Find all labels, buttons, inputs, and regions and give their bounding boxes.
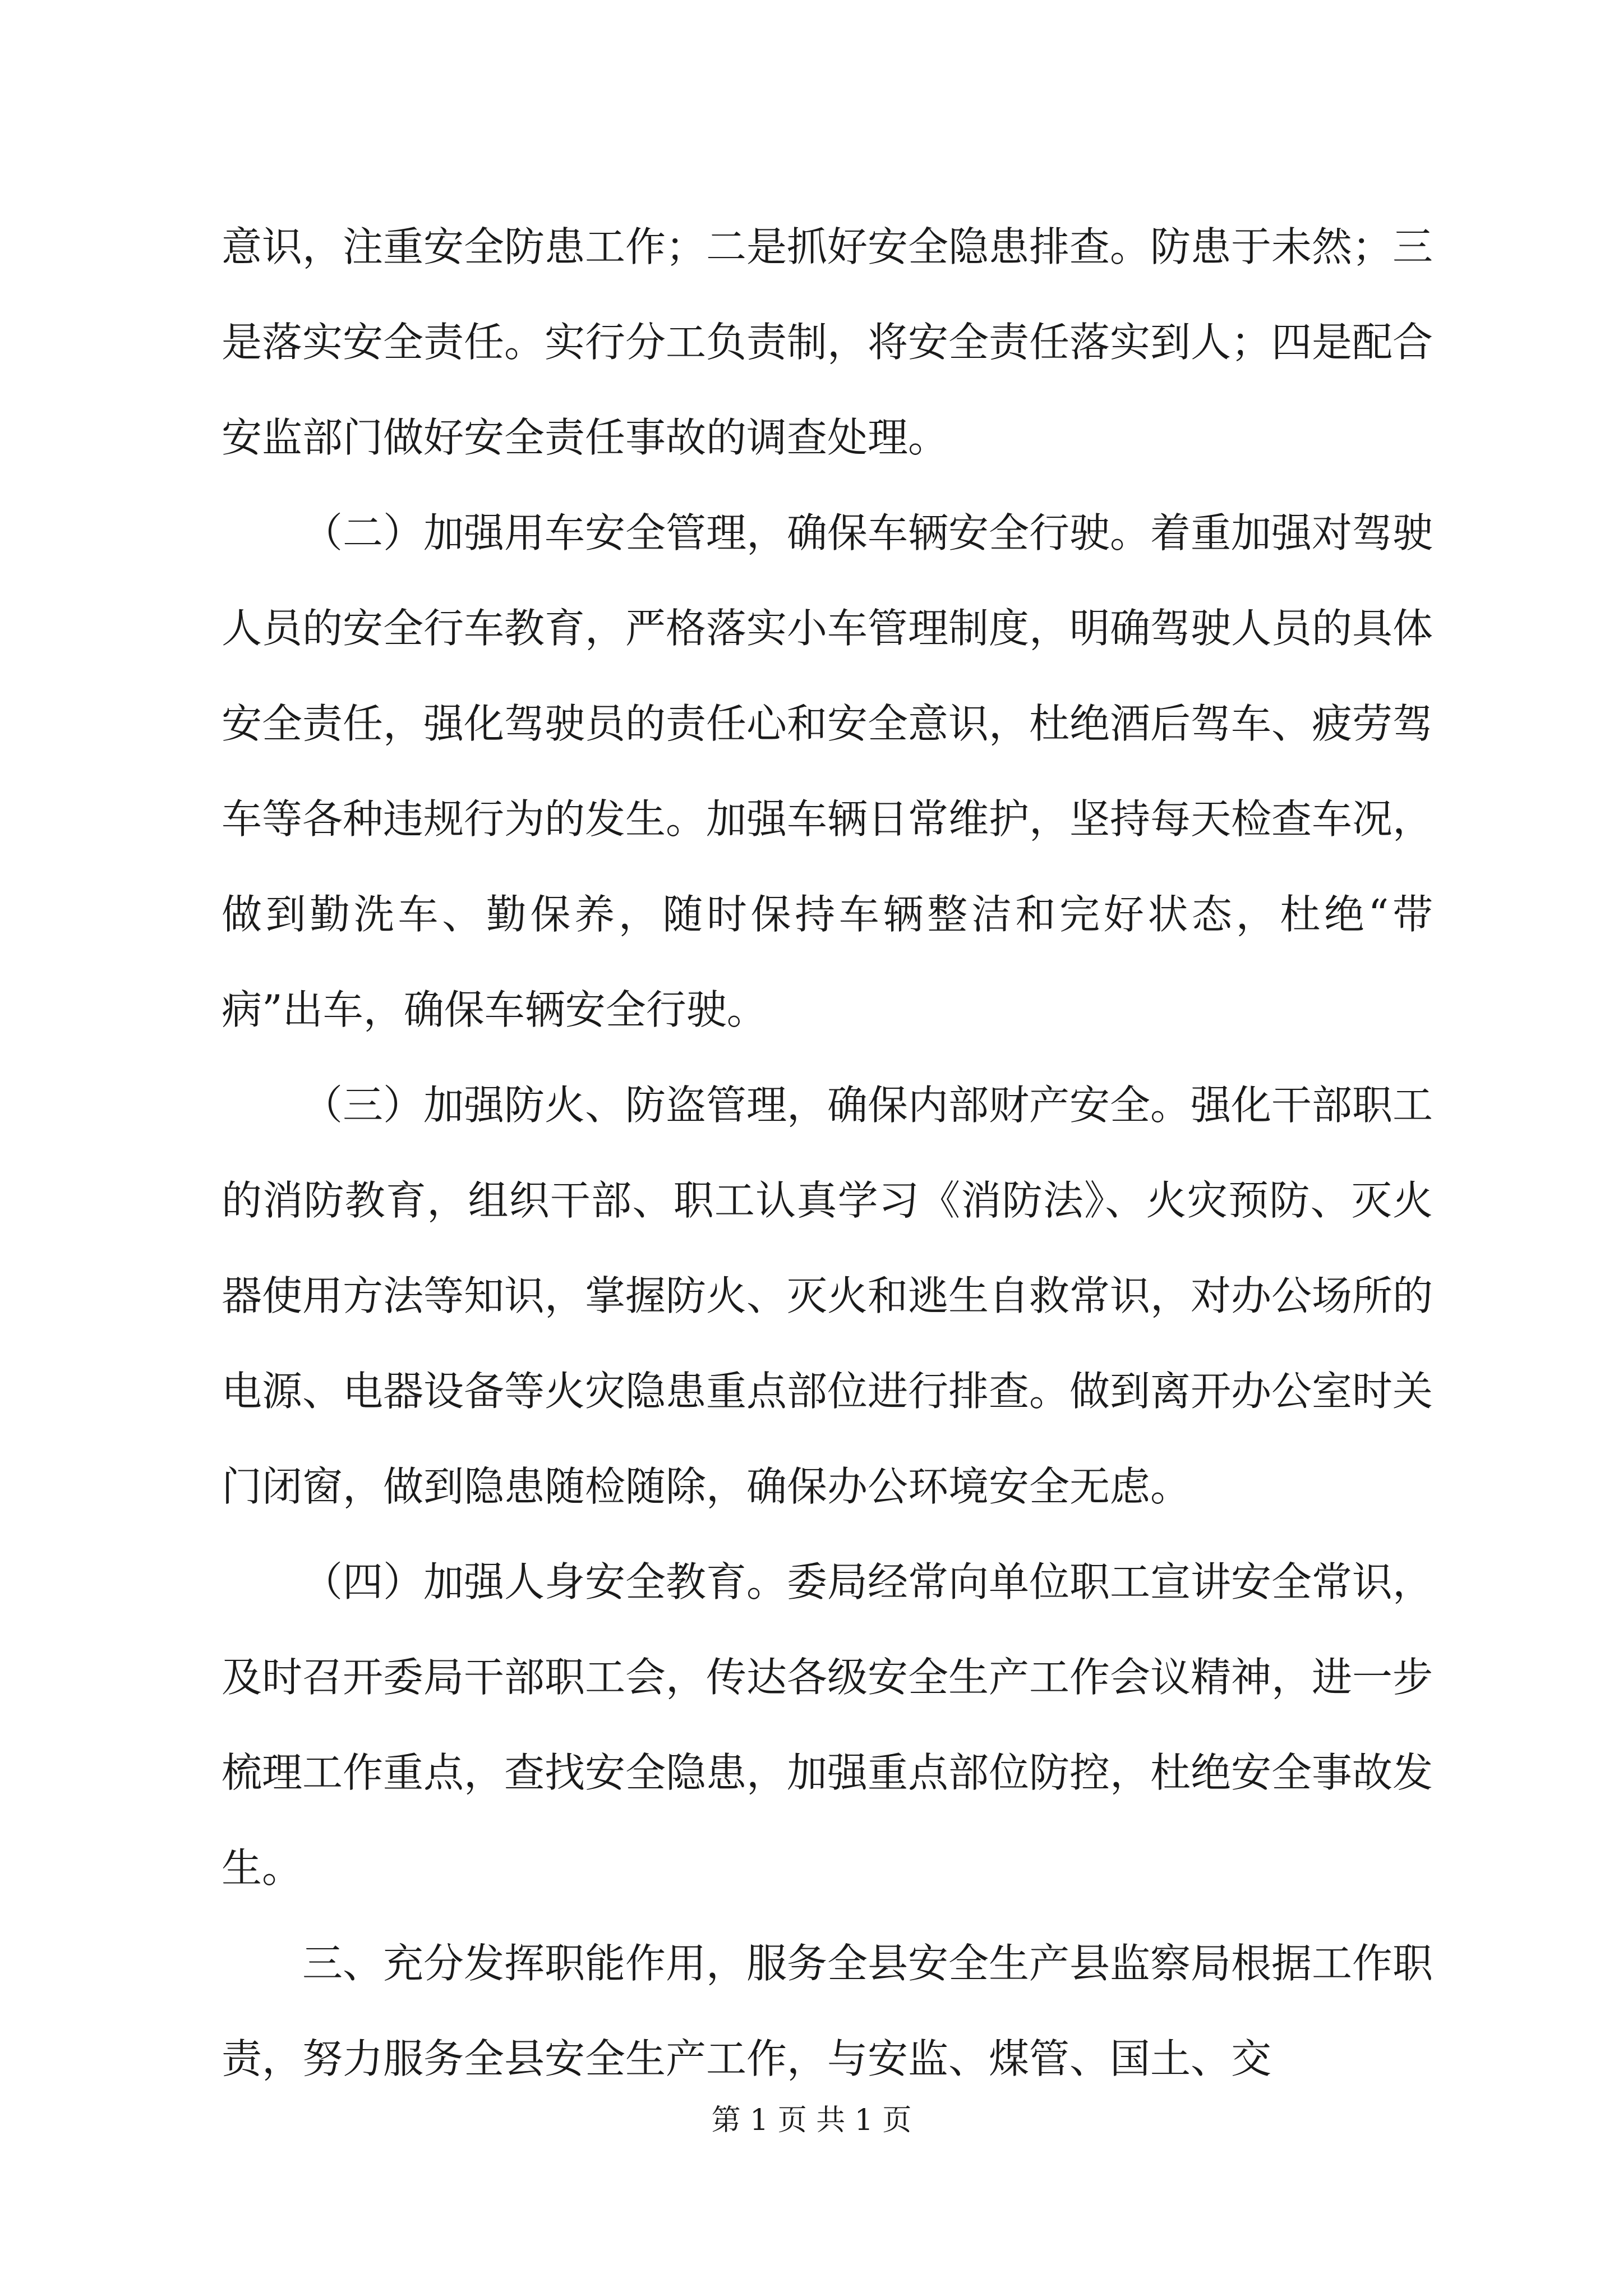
paragraph-1: 意识，注重安全防患工作；二是抓好安全隐患排查。防患于未然；三是落实安全责任。实行分工负责制，将安全责任落实到人；四是配合安监部门做好安全责任事故的调查处理。 <box>222 223 1433 461</box>
page-footer <box>0 2101 1623 2140</box>
page-number-label: 第 1 页 共 1 页 <box>711 2104 912 2137</box>
document-body <box>222 199 1433 2106</box>
paragraph-3: （三）加强防火、防盗管理，确保内部财产安全。强化干部职工的消防教育，组织干部、职工认真学习《消防法》、火灾预防、灭火器使用方法等知识，掌握防火、灭火和逃生自救常识，对办公场所的电源、电器设备等火灾隐患重点部位进行排查。做到离开办公室时关门闭窗，做到隐患随检随除，确保办公环境安全无虑。 <box>222 1082 1433 1510</box>
paragraph-4: （四）加强人身安全教育。委局经常向单位职工宣讲安全常识，及时召开委局干部职工会，传达各级安全生产工作会议精神，进一步梳理工作重点，查找安全隐患，加强重点部位防控，杜绝安全事故发生。 <box>222 1558 1433 1892</box>
paragraph-5: 三、充分发挥职能作用，服务全县安全生产县监察局根据工作职责，努力服务全县安全生产工作，与安监、煤管、国土、交 <box>222 1940 1433 2082</box>
paragraph-2: （二）加强用车安全管理，确保车辆安全行驶。着重加强对驾驶人员的安全行车教育，严格落实小车管理制度，明确驾驶人员的具体安全责任，强化驾驶员的责任心和安全意识，杜绝酒后驾车、疲劳驾车等各种违规行为的发生。加强车辆日常维护，坚持每天检查车况，做到勤洗车、勤保养，随时保持车辆整洁和完好状态，杜绝“带病”出车，确保车辆安全行驶。 <box>222 509 1433 1033</box>
